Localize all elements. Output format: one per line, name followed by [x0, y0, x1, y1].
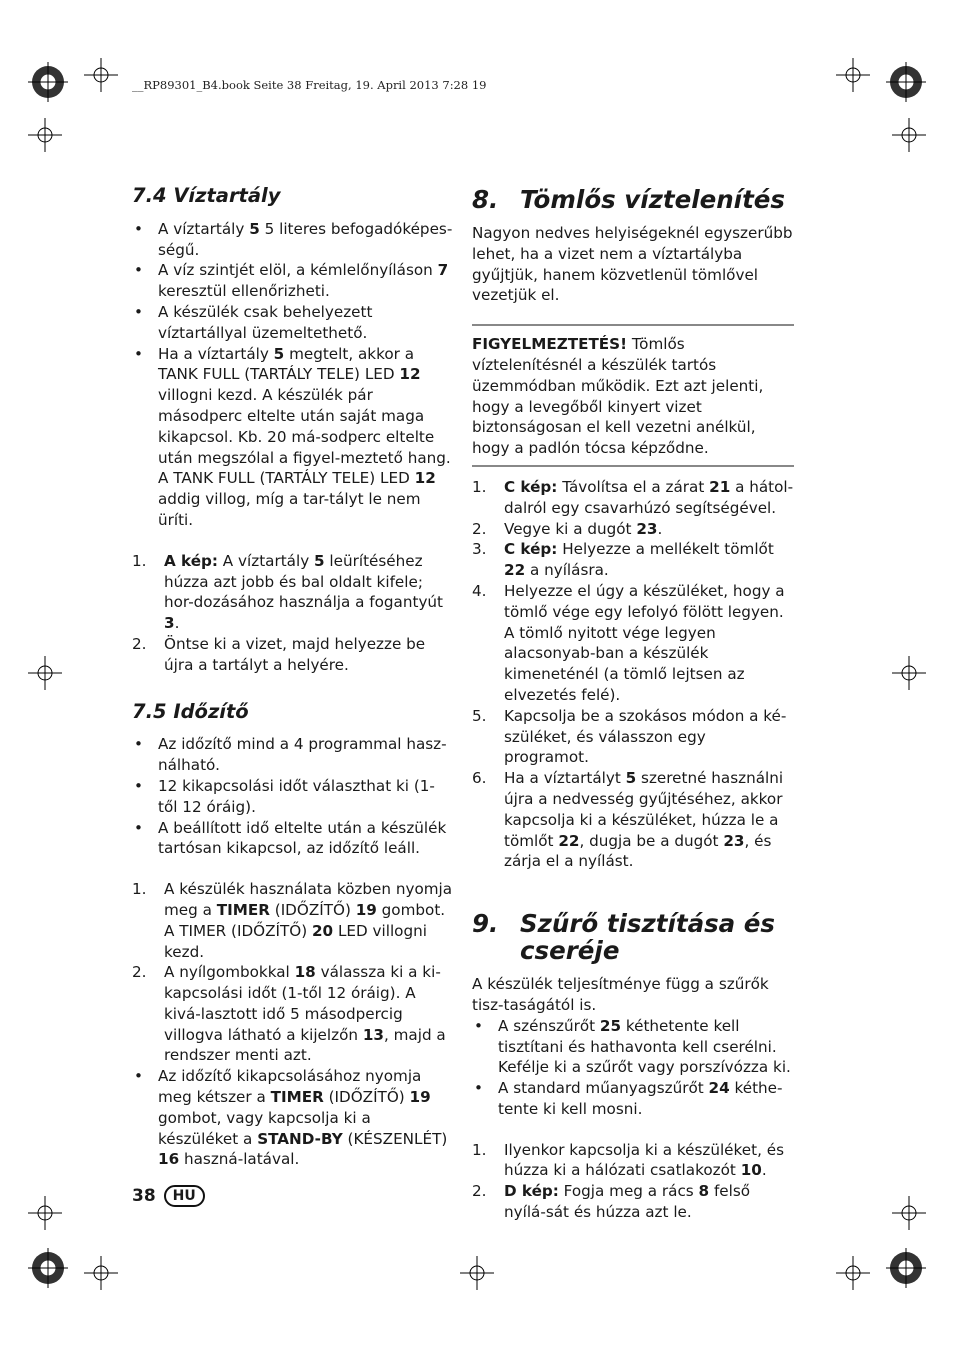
section-8-number: 8.: [472, 185, 499, 214]
crosshair-icon: [460, 1256, 494, 1290]
step-item: 6. Ha a víztartályt 5 szeretné használni újra a nedvesség gyűjtéséhez, akkor kapcsolja ki a készüléket, húzza le a tömlőt 22, dugja be a dugót 23, és zárja el a nyílást.: [472, 769, 784, 871]
section-7-4-title: 7.4 Víztartály: [132, 184, 281, 207]
step-item: 2. Öntse ki a vizet, majd helyezze be újra a tartályt a helyére.: [132, 634, 426, 674]
section-7-5-title: 7.5 Időzítő: [132, 699, 249, 723]
list-item: • A víztartály 5 5 literes befogadóképes-ségű.: [132, 219, 454, 261]
step-number: 2.: [472, 1182, 487, 1201]
step-item: 2. A nyílgombokkal 18 válassza ki a ki-kapcsolási időt (1-től 12 óráig). A kivá-lasztott idő 5 másodpercig villogva látható a kijelzőn 13, majd a rendszer menti azt.: [132, 963, 446, 1065]
list-item: • A készülék csak behelyezett víztartállyal üzemeltethető.: [132, 302, 454, 344]
step-item: 2. D kép: Fogja meg a rács 8 felső nyílá-sát és húzza azt le.: [472, 1182, 751, 1222]
s74-bullets: [132, 219, 454, 531]
section-8-heading: [472, 186, 794, 213]
step-item: 4. Helyezze el úgy a készüléket, hogy a tömlő vége egy lefolyó fölött legyen. A tömlő nyitott vége legyen alacsonyab-ban a készülék kimeneténél (a tömlő lejtsen az elvezetés felé).: [472, 581, 785, 704]
step-item: 5. Kapcsolja be a szokásos módon a ké-szüléket, és válasszon egy programot.: [472, 706, 787, 767]
list-item: • Az időzítő mind a 4 programmal hasz-nálható.: [132, 734, 454, 776]
step-item: 1. C kép: Távolítsa el a zárat 21 a hátol-dalról egy csavarhúzó segítségével.: [472, 477, 794, 517]
step-item: 2. Vegye ki a dugót 23.: [472, 519, 663, 538]
step-number: 1.: [472, 1140, 487, 1159]
step-number: 1.: [132, 551, 147, 570]
crosshair-icon: [28, 1196, 62, 1230]
page-footer: [132, 1185, 205, 1207]
crosshair-icon: [84, 1256, 118, 1290]
s8-intro: Nagyon nedves helyiségeknél egyszerűbb lehet, ha a vizet nem a víztartályba gyűjtjük, hanem közvetlenül tömlővel vezetjük el.: [472, 224, 793, 305]
list-item: • Az időzítő kikapcsolásához nyomja meg kétszer a TIMER (IDŐZÍTŐ) 19 gombot, vagy kapcsolja ki a készüléket a STAND-BY (KÉSZENLÉT) 16 haszná-latával.: [132, 1066, 454, 1170]
section-9-title: Szűrő tisztítása és cseréje: [520, 909, 775, 966]
step-number: 3.: [472, 540, 487, 559]
warning-box: [472, 324, 794, 467]
s9-bullets: [472, 1016, 794, 1120]
s9-steps: [472, 1140, 794, 1223]
file-header: __RP89301_B4.book Seite 38 Freitag, 19. April 2013 7:28 19: [132, 78, 487, 92]
step-number: 1.: [132, 880, 147, 899]
registration-mark-icon: [886, 62, 926, 102]
step-number: 5.: [472, 706, 487, 725]
section-9-number: 9.: [472, 909, 499, 939]
list-item: • A standard műanyagszűrőt 24 kéthe-tente ki kell mosni.: [472, 1078, 794, 1120]
step-item: 1. A kép: A víztartály 5 leürítéséhez húzza azt jobb és bal oldalt kifele; hor-dozásához használja a fogantyút 3.: [132, 551, 444, 633]
crosshair-icon: [28, 656, 62, 690]
step-number: 2.: [472, 519, 487, 538]
left-column: [132, 180, 454, 1170]
s74-steps: [132, 551, 454, 676]
s75-bullets: [132, 734, 454, 859]
warning-text: FIGYELMEZTETÉS! Tömlős víztelenítésnél a készülék tartós üzemmódban működik. Ezt azt jelenti, hogy a levegőből kinyert vizet biztonságosan el kell vezetni anélkül, hogy a padlón tócsa képződne.: [472, 335, 764, 458]
step-item: 1. Ilyenkor kapcsolja ki a készüléket, és húzza ki a hálózati csatlakozót 10.: [472, 1140, 784, 1180]
right-column: [472, 180, 794, 1223]
page-number: 38: [132, 1186, 156, 1206]
list-item: • A víz szintjét elöl, a kémlelőnyíláson 7 keresztül ellenőrizheti.: [132, 260, 454, 302]
crosshair-icon: [892, 118, 926, 152]
list-item: • 12 kikapcsolási időt választhat ki (1-től 12 óráig).: [132, 776, 454, 818]
crosshair-icon: [892, 1196, 926, 1230]
step-number: 2.: [132, 963, 147, 982]
s75-steps: [132, 879, 454, 1066]
registration-mark-icon: [886, 1248, 926, 1288]
crosshair-icon: [84, 58, 118, 92]
crosshair-icon: [892, 656, 926, 690]
registration-mark-icon: [28, 1248, 68, 1288]
section-9-heading: [472, 910, 794, 964]
section-8-title: Tömlős víztelenítés: [520, 185, 785, 214]
s8-steps: [472, 477, 794, 872]
crosshair-icon: [836, 1256, 870, 1290]
step-number: 6.: [472, 769, 487, 788]
step-number: 2.: [132, 634, 147, 653]
crosshair-icon: [836, 58, 870, 92]
list-item: • Ha a víztartály 5 megtelt, akkor a TANK FULL (TARTÁLY TELE) LED 12 villogni kezd. A készülék pár másodperc eltelte után saját maga kikapcsol. Kb. 20 má-sodperc eltelte után megszólal a figyel-meztető hang. A TANK FULL (TARTÁLY TELE) LED 12 addig villog, míg a tar-tályt le nem üríti.: [132, 344, 454, 531]
s75-bullet-last: [132, 1066, 454, 1170]
step-item: 3. C kép: Helyezze a mellékelt tömlőt 22 a nyílásra.: [472, 540, 774, 580]
registration-mark-icon: [28, 62, 68, 102]
step-number: 4.: [472, 581, 487, 600]
list-item: • A beállított idő eltelte után a készülék tartósan kikapcsol, az időzítő leáll.: [132, 818, 454, 860]
list-item: • A szénszűrőt 25 kéthetente kell tisztítani és hathavonta kell cserélni. Kefélje ki a szűrőt vagy porszívózza ki.: [472, 1016, 794, 1078]
step-item: 1. A készülék használata közben nyomja meg a TIMER (IDŐZÍTŐ) 19 gombot. A TIMER (IDŐZÍTŐ) 20 LED villogni kezd.: [132, 880, 453, 961]
s9-intro: A készülék teljesítménye függ a szűrők tisz-taságától is.: [472, 975, 769, 1014]
step-number: 1.: [472, 477, 487, 496]
crosshair-icon: [28, 118, 62, 152]
language-badge: HU: [164, 1185, 205, 1207]
